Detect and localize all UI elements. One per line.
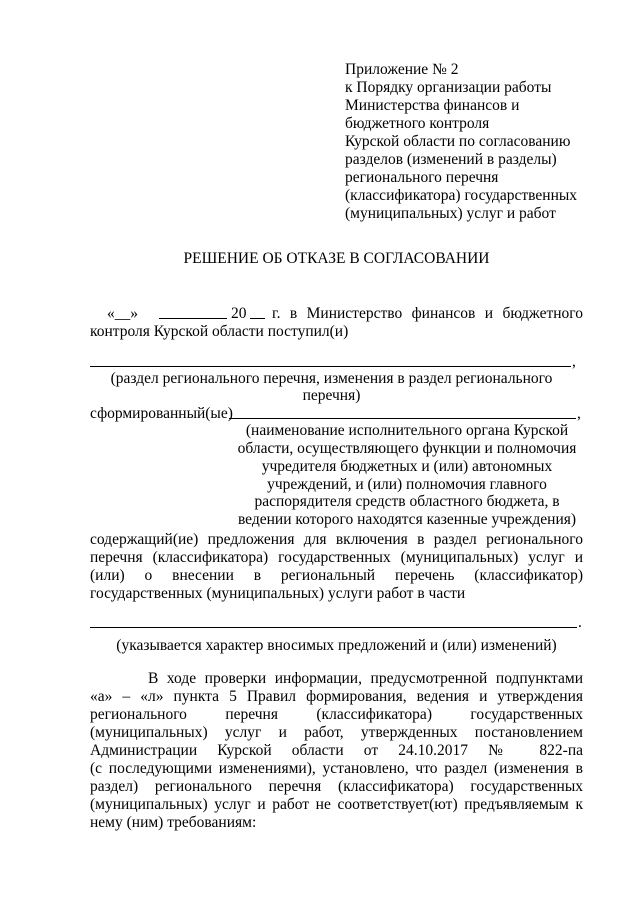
- formed-caption-line: распорядителя средств областного бюджета, в: [254, 493, 560, 510]
- year-prefix: 20: [231, 305, 247, 322]
- formed-caption-line: ведении которого находятся казенные учреждения): [237, 511, 577, 528]
- changes-input-line[interactable]: [90, 627, 577, 628]
- paragraph-line: (муниципальных) услуг и работ, утвержденных постановлением: [90, 724, 583, 741]
- date-close-quote: »: [130, 305, 138, 322]
- intro-date-line: [107, 305, 138, 322]
- appendix-line: (классификатора) государственных: [345, 187, 578, 204]
- section-caption-line2: перечня): [302, 387, 361, 404]
- section-trail: ,: [572, 353, 576, 370]
- changes-trail: .: [578, 614, 582, 631]
- paragraph-line: содержащий(ие) предложения для включения в раздел регионального: [90, 531, 583, 548]
- appendix-line: Курской области по согласованию: [345, 133, 571, 150]
- appendix-line: Министерства финансов и: [345, 97, 520, 114]
- intro-line1-rest: г. в Министерство финансов и бюджетного: [272, 305, 583, 322]
- changes-caption: (указывается характер вносимых предложений и (или) изменений): [116, 637, 557, 654]
- formed-trail: ,: [577, 405, 581, 422]
- date-open-quote: «: [107, 305, 115, 322]
- appendix-line: Приложение № 2: [345, 61, 459, 78]
- appendix-line: к Порядку организации работы: [345, 79, 552, 96]
- formed-caption-line: области, осуществляющего функции и полномочия: [237, 440, 577, 457]
- intro-line2: контроля Курской области поступил(и): [90, 323, 349, 340]
- paragraph-line: В ходе проверки информации, предусмотренной подпунктами: [148, 670, 583, 687]
- formed-caption-line: (наименование исполнительного органа Курской: [245, 422, 569, 439]
- paragraph-line: Администрации Курской области от 24.10.2017 № 822-па: [90, 742, 583, 759]
- appendix-line: (муниципальных) услуг и работ: [345, 205, 556, 222]
- paragraph-line: «а» – «л» пункта 5 Правил формирования, ведения и утверждения: [90, 688, 583, 705]
- appendix-line: бюджетного контроля: [345, 115, 490, 132]
- paragraph-line: нему (ним) требованиям:: [90, 814, 257, 831]
- appendix-line: регионального перечня: [345, 169, 499, 186]
- formed-caption-line: учреждений, и (или) полномочия главного: [267, 476, 547, 493]
- paragraph-line: (или) о внесении в региональный перечень (классификатор): [90, 567, 583, 584]
- paragraph-line: регионального перечня (классификатора) государственных: [90, 706, 583, 723]
- date-day-blank[interactable]: __: [114, 305, 131, 322]
- paragraph-line: раздел) регионального перечня (классификатора) государственных: [90, 778, 583, 795]
- paragraph-line: государственных (муниципальных) услуги работ в части: [90, 585, 466, 602]
- appendix-line: разделов (изменений в разделы): [345, 151, 557, 168]
- section-caption-line1: (раздел регионального перечня, изменения в раздел регионального: [110, 370, 553, 387]
- paragraph-line: перечня (классификатора) государственных (муниципальных) услуг и: [90, 549, 583, 566]
- formed-label: сформированный(ые): [90, 405, 233, 422]
- document-title: РЕШЕНИЕ ОБ ОТКАЗЕ В СОГЛАСОВАНИИ: [183, 250, 490, 267]
- formed-input-line[interactable]: [229, 418, 576, 419]
- year-field[interactable]: [250, 318, 265, 319]
- formed-caption-line: учредителя бюджетных и (или) автономных: [261, 458, 553, 475]
- paragraph-line: (муниципальных) услуг и работ не соответствует(ют) предъявляемым к: [90, 796, 583, 813]
- section-input-line[interactable]: [90, 366, 571, 367]
- date-month-field[interactable]: [159, 318, 227, 319]
- paragraph-line: (с последующими изменениями), установлено, что раздел (изменения в: [90, 760, 583, 777]
